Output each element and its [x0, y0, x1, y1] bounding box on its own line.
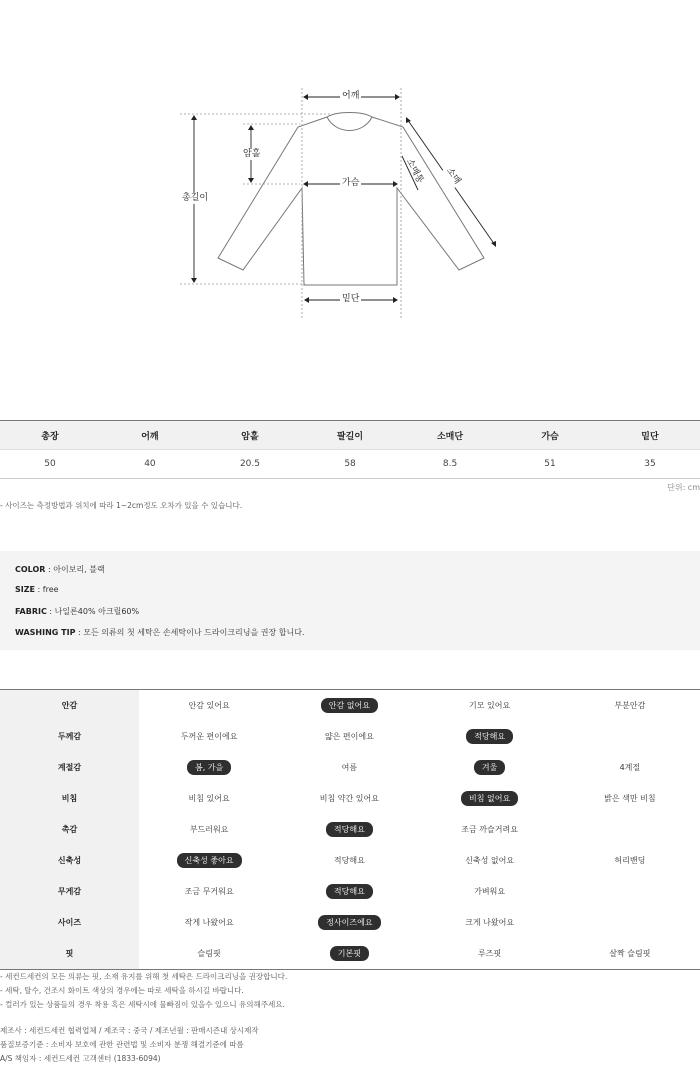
- footnotes: [0, 970, 700, 1066]
- size-info: [15, 585, 59, 594]
- attribute-row: [0, 907, 700, 938]
- size-header-cell: 팔길이: [300, 421, 400, 450]
- attribute-option: 얇은 편이에요: [324, 732, 374, 741]
- size-value-cell: 58: [300, 450, 400, 479]
- attribute-option: 부분안감: [614, 701, 646, 710]
- color-info: [15, 564, 105, 575]
- attribute-option: [622, 733, 638, 739]
- attribute-label: 두께감: [0, 721, 139, 752]
- attribute-option: 적당해요: [326, 884, 373, 899]
- size-note: - 사이즈는 측정방법과 위치에 따라 1~2cm정도 오차가 있을 수 있습니다.: [0, 501, 243, 510]
- attribute-option: 밝은 색만 비침: [604, 794, 656, 803]
- attribute-option: 조금 무거워요: [184, 887, 234, 896]
- armhole-label: 암홀: [243, 149, 261, 159]
- attribute-option: 작게 나왔어요: [184, 918, 234, 927]
- shoulder-label: 어깨: [342, 91, 360, 101]
- product-info-box: [0, 551, 700, 650]
- attribute-row: [0, 845, 700, 876]
- attribute-label: 사이즈: [0, 907, 139, 938]
- attribute-option: 가벼워요: [474, 887, 506, 896]
- size-header-cell: 밑단: [600, 421, 700, 450]
- size-table-header-row: [0, 421, 700, 450]
- attribute-option: 크게 나왔어요: [465, 918, 515, 927]
- attribute-option: 신축성 좋아요: [177, 853, 242, 868]
- care-note: - 세탁, 탈수, 건조시 화이트 색상의 경우에는 따로 세탁을 하시길 바랍니다.: [0, 986, 244, 995]
- attribute-label: 촉감: [0, 814, 139, 845]
- size-value-cell: 51: [500, 450, 600, 479]
- attribute-row: [0, 814, 700, 845]
- attribute-option: 안감 없어요: [321, 698, 378, 713]
- attribute-option: 살짝 슬림핏: [609, 949, 651, 958]
- attribute-option: [622, 919, 638, 925]
- size-value-cell: 8.5: [400, 450, 500, 479]
- size-header-cell: 가슴: [500, 421, 600, 450]
- attribute-option: [622, 888, 638, 894]
- attribute-row: [0, 752, 700, 783]
- chest-label: 가슴: [342, 178, 360, 188]
- washing-info-value: : 모든 의류의 첫 세탁은 손세탁이나 드라이크리닝을 권장 합니다.: [75, 628, 305, 637]
- attribute-label: 신축성: [0, 845, 139, 876]
- quality-standard-info: 품질보증기준 : 소비자 보호에 관한 관련법 및 소비자 분쟁 해결기준에 따름: [0, 1040, 244, 1049]
- fabric-info-value: : 나일론40% 아크릴60%: [46, 607, 140, 616]
- hem-label: 밑단: [342, 294, 360, 304]
- color-info-value: : 아이보리, 블랙: [45, 565, 105, 574]
- attribute-option: 기모 있어요: [469, 701, 511, 710]
- attribute-label: 핏: [0, 938, 139, 970]
- size-header-cell: 어깨: [100, 421, 200, 450]
- size-value-cell: 40: [100, 450, 200, 479]
- attribute-option: 두꺼운 편이에요: [180, 732, 238, 741]
- attribute-option: 슬림핏: [197, 949, 221, 958]
- size-header-cell: 소매단: [400, 421, 500, 450]
- total-length-label: 총길이: [182, 193, 209, 203]
- attribute-option: 4계절: [619, 763, 641, 772]
- care-note: - 컬러가 있는 상품들의 경우 착용 혹은 세탁시에 물빠짐이 있을수 있으니 유의해주세요.: [0, 1000, 285, 1009]
- fabric-info: [15, 606, 139, 617]
- attribute-row: [0, 783, 700, 814]
- attribute-option: 안감 있어요: [188, 701, 230, 710]
- attribute-option: 여름: [341, 763, 358, 772]
- size-info-value: : free: [35, 585, 59, 594]
- size-value-cell: 50: [0, 450, 100, 479]
- attribute-row: [0, 690, 700, 722]
- as-contact-info: A/S 책임자 : 세컨드세컨 고객센터 (1833-6094): [0, 1054, 161, 1063]
- attribute-table: [0, 689, 700, 970]
- attribute-option: 적당해요: [326, 822, 373, 837]
- attribute-label: 비침: [0, 783, 139, 814]
- fabric-info-label: FABRIC: [15, 607, 47, 616]
- garment-illustration: [0, 0, 700, 400]
- attribute-row: [0, 876, 700, 907]
- attribute-option: 부드러워요: [189, 825, 229, 834]
- attribute-label: 무게감: [0, 876, 139, 907]
- attribute-row: [0, 938, 700, 970]
- attribute-row: [0, 721, 700, 752]
- sleeve-opening-label: 소매통: [403, 157, 426, 186]
- attribute-option: 봄, 가을: [187, 760, 231, 775]
- size-table: [0, 420, 700, 479]
- size-value-cell: 20.5: [200, 450, 300, 479]
- attribute-option: 기본핏: [330, 946, 369, 961]
- size-header-cell: 암홀: [200, 421, 300, 450]
- washing-info-label: WASHING TIP: [15, 628, 76, 637]
- attribute-option: 비침 있어요: [188, 794, 230, 803]
- manufacturer-info: 제조사 : 세컨드세컨 협력업체 / 제조국 : 중국 / 제조년월 : 판매시즌내 상시제작: [0, 1026, 259, 1035]
- attribute-label: 안감: [0, 690, 139, 722]
- size-diagram: [0, 0, 700, 400]
- attribute-option: 루즈핏: [478, 949, 502, 958]
- size-value-cell: 35: [600, 450, 700, 479]
- attribute-option: 적당해요: [466, 729, 513, 744]
- color-info-label: COLOR: [15, 565, 46, 574]
- washing-info: [15, 627, 305, 638]
- size-info-label: SIZE: [15, 585, 36, 594]
- care-note: - 세컨드세컨의 모든 의류는 핏, 소재 유지를 위해 첫 세탁은 드라이크리닝을 권장합니다.: [0, 972, 288, 981]
- attribute-option: [622, 826, 638, 832]
- attribute-option: 비침 약간 있어요: [319, 794, 379, 803]
- attribute-option: 겨울: [474, 760, 505, 775]
- attribute-option: 적당해요: [333, 856, 365, 865]
- attribute-option: 신축성 없어요: [465, 856, 515, 865]
- sleeve-label: 소매: [442, 165, 463, 189]
- attribute-option: 조금 까슬거려요: [461, 825, 518, 834]
- attribute-option: 정사이즈에요: [318, 915, 380, 930]
- attribute-label: 계절감: [0, 752, 139, 783]
- size-header-cell: 총장: [0, 421, 100, 450]
- attribute-option: 허리밴딩: [614, 856, 646, 865]
- attribute-option: 비침 없어요: [461, 791, 518, 806]
- unit-label: 단위: cm: [667, 483, 700, 492]
- size-table-row: [0, 450, 700, 479]
